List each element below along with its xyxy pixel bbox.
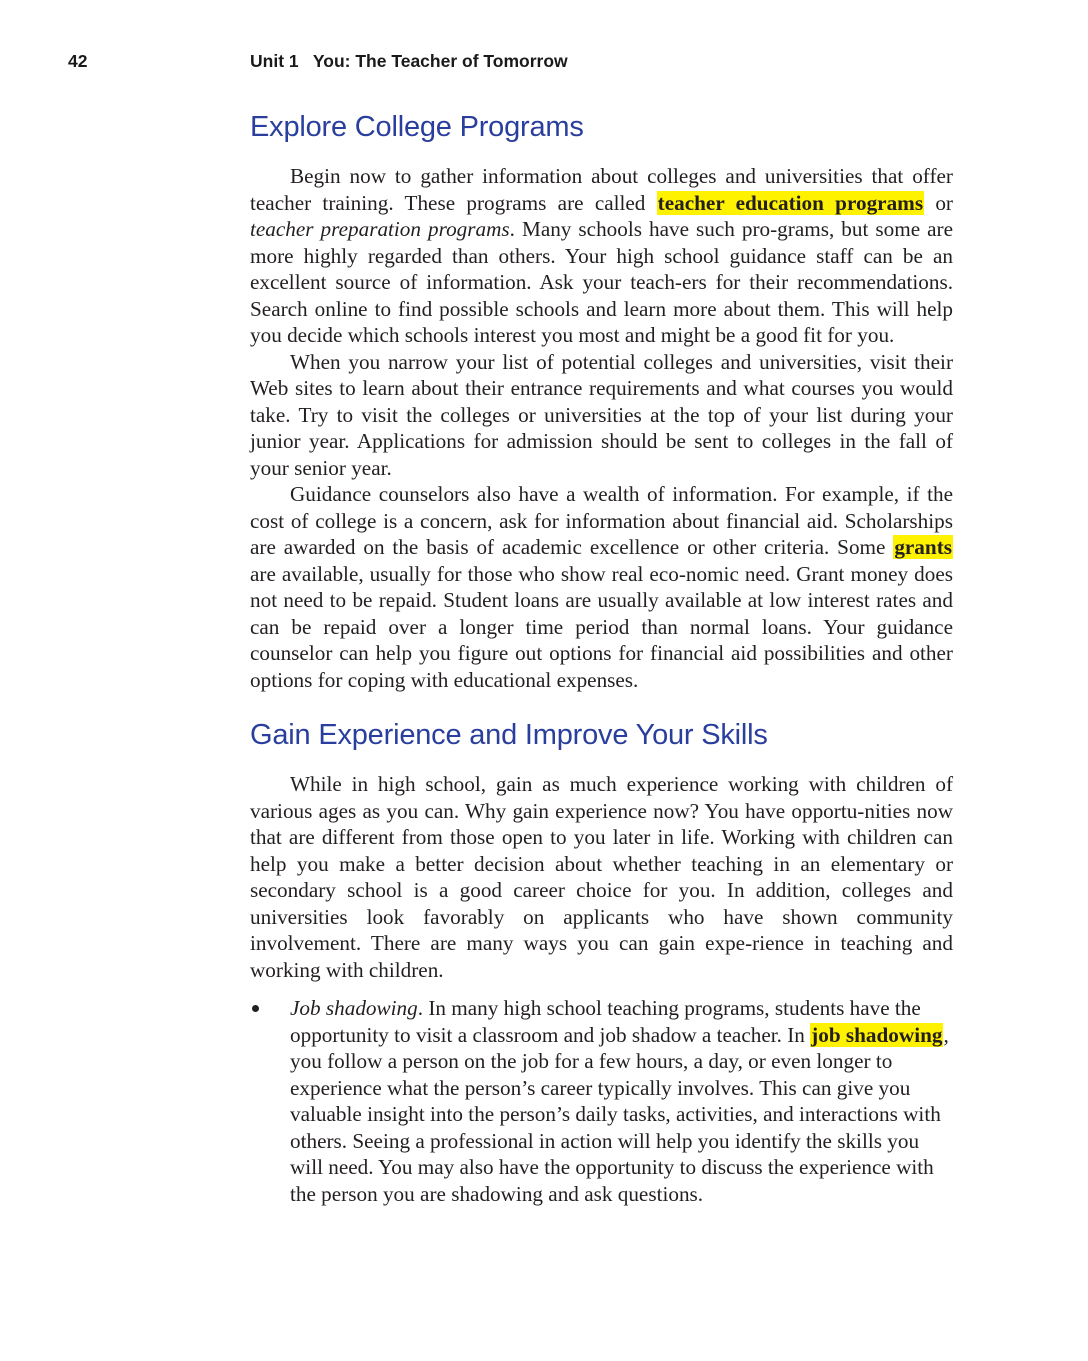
bullet-text: , you follow a person on the job for a few hours, a day, or even longer to experience what the person’s career typically involves. This can give you valuable insight into the person’s daily tasks, activities, and interactions with others. Seeing a professional in action will help you identify the skills you will need. You may also have the opportunity to discuss the experience with the person you are shadowing and ask questions.	[290, 1022, 949, 1206]
paragraph-narrow-your-list: When you narrow your list of potential colleges and universities, visit their Web sites to learn about their entrance requirements and what courses you would take. Try to visit the colleges or universities at the top of your list during your junior year. Applications for admission should be sent to colleges in the fall of your senior year.	[250, 349, 953, 480]
unit-title	[250, 51, 568, 72]
bullet-lead-term: Job shadowing	[290, 996, 418, 1020]
bullet-item-job-shadowing	[250, 995, 953, 1207]
paragraph-gain-experience: While in high school, gain as much experience working with children of various ages as you can. Why gain experience now? You have opportu-nities now that are different from those open to you later in life. Working with children can help you make a better decision about whether teaching in an elementary or secondary school is a good career choice for you. In addition, colleges and universities look favorably on applicants who have shown community involvement. There are many ways you can gain expe-rience in teaching and working with children.	[250, 772, 953, 982]
key-term-job-shadowing: job shadowing	[811, 1022, 943, 1047]
section-heading-explore-college-programs: Explore College Programs	[250, 111, 584, 143]
section-heading-gain-experience: Gain Experience and Improve Your Skills	[250, 719, 768, 751]
paragraph-text: or	[924, 190, 953, 215]
key-term-grants: grants	[894, 535, 952, 559]
bullet-list	[250, 995, 953, 1207]
bullet-icon	[252, 1005, 259, 1012]
unit-name: You: The Teacher of Tomorrow	[312, 51, 568, 71]
page-content	[250, 105, 953, 1207]
paragraph-text: are available, usually for those who show real eco-nomic need. Grant money does not need to be repaid. Student loans are usually available at low interest rates and can be repaid over a longer time period than normal loans. Your guidance counselor can help you figure out options for financial aid possibilities and other options for coping with educational expenses.	[250, 561, 953, 692]
italic-term-teacher-preparation-programs: teacher preparation programs	[250, 217, 510, 241]
paragraph-gather-information	[250, 163, 953, 349]
page-number: 42	[68, 51, 88, 71]
bullet-text: . In many high school teaching programs, students have the opportunity to visit a classroom and job shadow a teacher. In	[290, 996, 921, 1047]
running-head	[0, 51, 1088, 75]
paragraph-text: Guidance counselors also have a wealth of information. For example, if the cost of college is a concern, ask for information about financial aid. Scholarships are awarded on the basis of academic excellence or other criteria. Some	[250, 482, 953, 559]
paragraph-text: . Many schools have such pro-grams, but some are more highly regarded than others. Your high school guidance staff can be an excellent source of information. Ask your teach-ers for their recommendations. Search online to find possible schools and learn more about them. This will help you decide which schools interest you most and might be a good fit for you.	[250, 217, 953, 347]
unit-label: Unit 1	[250, 51, 299, 71]
paragraph-guidance-counselors	[250, 481, 953, 693]
paragraph-text: Begin now to gather information about colleges and universities that offer teacher training. These programs are called	[250, 164, 953, 215]
key-term-teacher-education-programs: teacher education programs	[657, 190, 924, 215]
